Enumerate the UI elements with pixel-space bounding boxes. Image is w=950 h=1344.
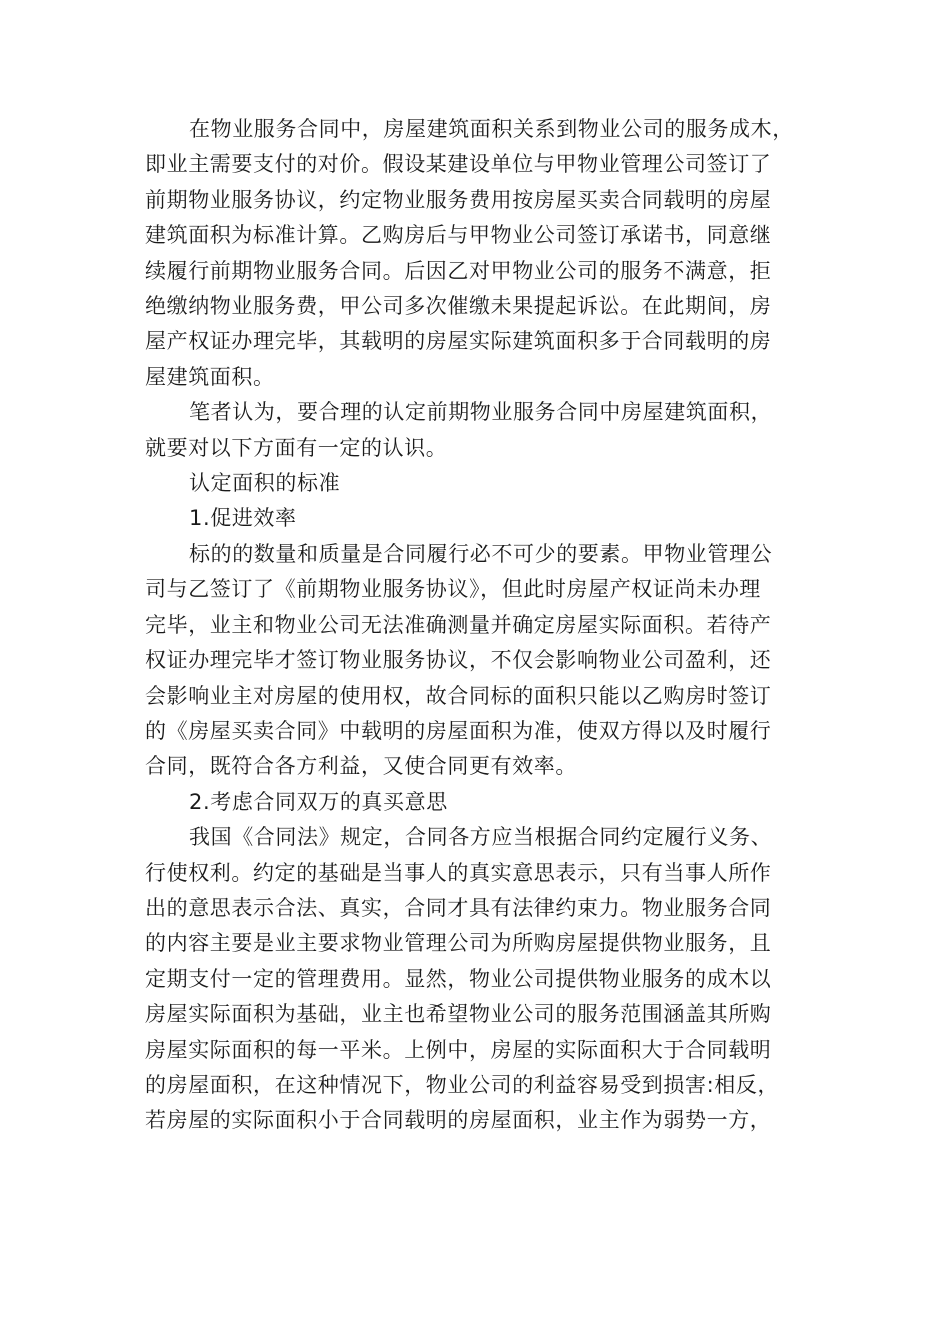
text-line: 权证办理完毕才签订物业服务协议，不仅会影响物业公司盈利，还 [145,648,772,673]
text-line: 司与乙签订了《前期物业服务协议》，但此时房屋产权证尚未办理 [145,577,761,602]
heading-text: 1.促进效率 [189,506,297,531]
paragraph-efficiency [145,537,810,785]
paragraph-intro [145,112,810,395]
heading-text: 认定面积的标准 [189,471,341,496]
text-line: 出的意思表示合法、真实，合同才具有法律约束力。物业服务合同 [145,895,772,920]
text-line: 在物业服务合同中，房屋建筑面积关系到物业公司的服务成木， [189,117,794,141]
text-line: 的内容主要是业主要求物业管理公司为所购房屋提供物业服务，且 [145,931,772,956]
text-line: 笔者认为，要合理的认定前期物业服务合同中房屋建筑面积， [189,400,773,425]
text-line: 合同，既符合各方利益，又使合同更有效率。 [145,754,577,779]
text-line: 行使权利。约定的基础是当事人的真实意思表示，只有当事人所作 [145,860,772,885]
subsection-heading-efficiency [145,501,810,536]
text-line: 屋产权证办理完毕，其载明的房屋实际建筑面积多于合同载明的房 [145,329,772,354]
paragraph-opinion [145,395,810,466]
text-line: 屋建筑面积。 [145,364,275,389]
subsection-heading-intent [145,785,810,820]
text-line: 前期物业服务协议，约定物业服务费用按房屋买卖合同载明的房屋 [145,187,772,212]
text-line: 标的的数量和质量是合同履行必不可少的要素。甲物业管理公 [189,541,773,566]
text-line: 会影响业主对房屋的使用权，故合同标的面积只能以乙购房时签订 [145,683,772,708]
text-line: 的房屋面积，在这种情况下，物业公司的利益容易受到损害:相反， [145,1072,780,1097]
text-line: 完毕，业主和物业公司无法准确测量并确定房屋实际面积。若待产 [145,612,772,637]
text-line: 房屋实际面积的每一平米。上例中，房屋的实际面积大于合同载明 [145,1037,772,1062]
section-heading-standard [145,466,810,501]
text-line: 续履行前期物业服务合同。后因乙对甲物业公司的服务不满意，拒 [145,258,772,283]
document-body [145,112,810,1139]
text-line: 我国《合同法》规定，合同各方应当根据合同约定履行义务、 [189,825,773,850]
text-line: 建筑面积为标准计算。乙购房后与甲物业公司签订承诺书，同意继 [145,223,772,248]
text-line: 即业主需要支付的对价。假设某建设单位与甲物业管理公司签订了 [145,152,772,177]
text-line: 若房屋的实际面积小于合同载明的房屋面积，业主作为弱势一方， [145,1108,772,1133]
paragraph-intent [145,820,810,1139]
text-line: 绝缴纳物业服务费，甲公司多次催缴未果提起诉讼。在此期间，房 [145,294,772,319]
text-line: 定期支付一定的管理费用。显然，物业公司提供物业服务的成木以 [145,966,772,991]
text-line: 房屋实际面积为基础，业主也希望物业公司的服务范围涵盖其所购 [145,1002,772,1027]
text-line: 就要对以下方面有一定的认识。 [145,435,448,460]
heading-text: 2.考虑合同双万的真买意思 [189,789,448,814]
text-line: 的《房屋买卖合同》中载明的房屋面积为准，使双方得以及时履行 [145,718,772,743]
